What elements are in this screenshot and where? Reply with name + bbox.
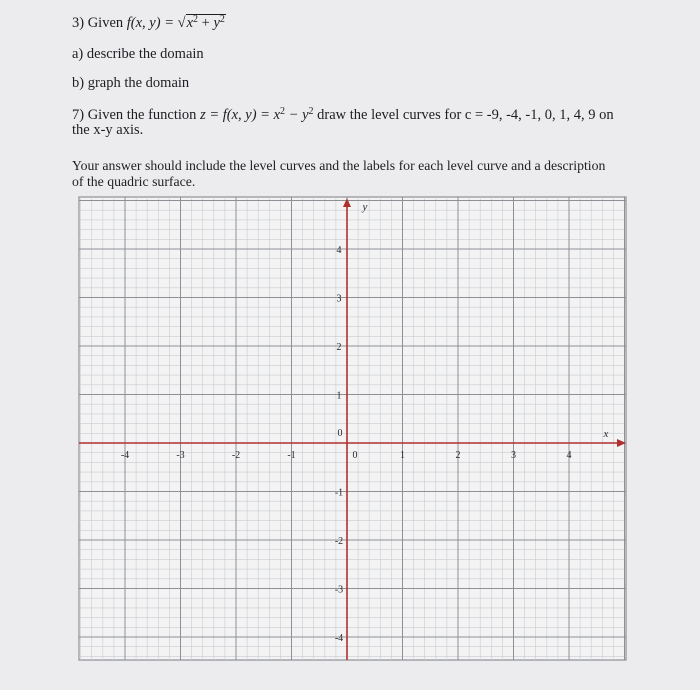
exponent-y: 2	[219, 14, 225, 25]
problem-3-function: f(x, y) =	[126, 15, 178, 31]
x-tick-label: 4	[566, 450, 572, 461]
exponent-x: 2	[193, 14, 199, 25]
instructions-line-2: of the quadric surface.	[72, 174, 196, 189]
x-tick-label: -4	[120, 450, 130, 461]
problem-7-tail: draw the level curves for c = -9, -4, -1, 0, 1, 4, 9 on	[313, 107, 614, 123]
problem-7-equation-y: − y	[285, 107, 309, 123]
x-tick-label: 2	[455, 450, 461, 461]
y-tick-label: 0	[337, 428, 343, 439]
radicand-y: y	[213, 15, 220, 31]
problem-7-exp-x: 2	[280, 106, 286, 117]
grid-background	[79, 197, 626, 660]
y-tick-label: 3	[336, 293, 342, 305]
problem-3-lead: 3) Given	[72, 15, 127, 31]
x-tick-label: 1	[400, 450, 405, 461]
instructions-line-1: Your answer should include the level curves and the labels for each level curve and a description	[72, 158, 606, 173]
y-tick-label: -1	[334, 487, 344, 499]
y-tick-label: 4	[336, 245, 342, 256]
x-tick-label: 3	[511, 450, 516, 461]
radicand-plus: +	[198, 15, 214, 31]
problem-7-line-2: the x-y axis.	[72, 122, 144, 138]
radical-expression: $√x^2 + y^2$	[177, 14, 225, 31]
y-tick-label: -4	[334, 633, 344, 644]
problem-7-exp-y: 2	[308, 106, 314, 117]
problem-7-equation: z = f(x, y) = x	[200, 107, 281, 123]
x-axis-label: x	[603, 428, 609, 440]
part-b: b) graph the domain	[72, 75, 190, 91]
y-tick-label: 1	[336, 390, 342, 402]
y-tick-label: -3	[334, 584, 344, 596]
part-a: a) describe the domain	[72, 46, 204, 62]
y-tick-label: 2	[336, 342, 342, 353]
x-tick-label: -1	[287, 450, 296, 461]
x-tick-label: 0	[352, 450, 358, 461]
problem-7-lead: 7) Given the function	[72, 107, 201, 123]
x-tick-label: -3	[176, 450, 185, 461]
radicand-x: x	[186, 15, 194, 31]
y-axis-label: y	[362, 201, 368, 213]
x-tick-label: -2	[231, 450, 241, 461]
y-tick-label: -2	[334, 536, 344, 547]
